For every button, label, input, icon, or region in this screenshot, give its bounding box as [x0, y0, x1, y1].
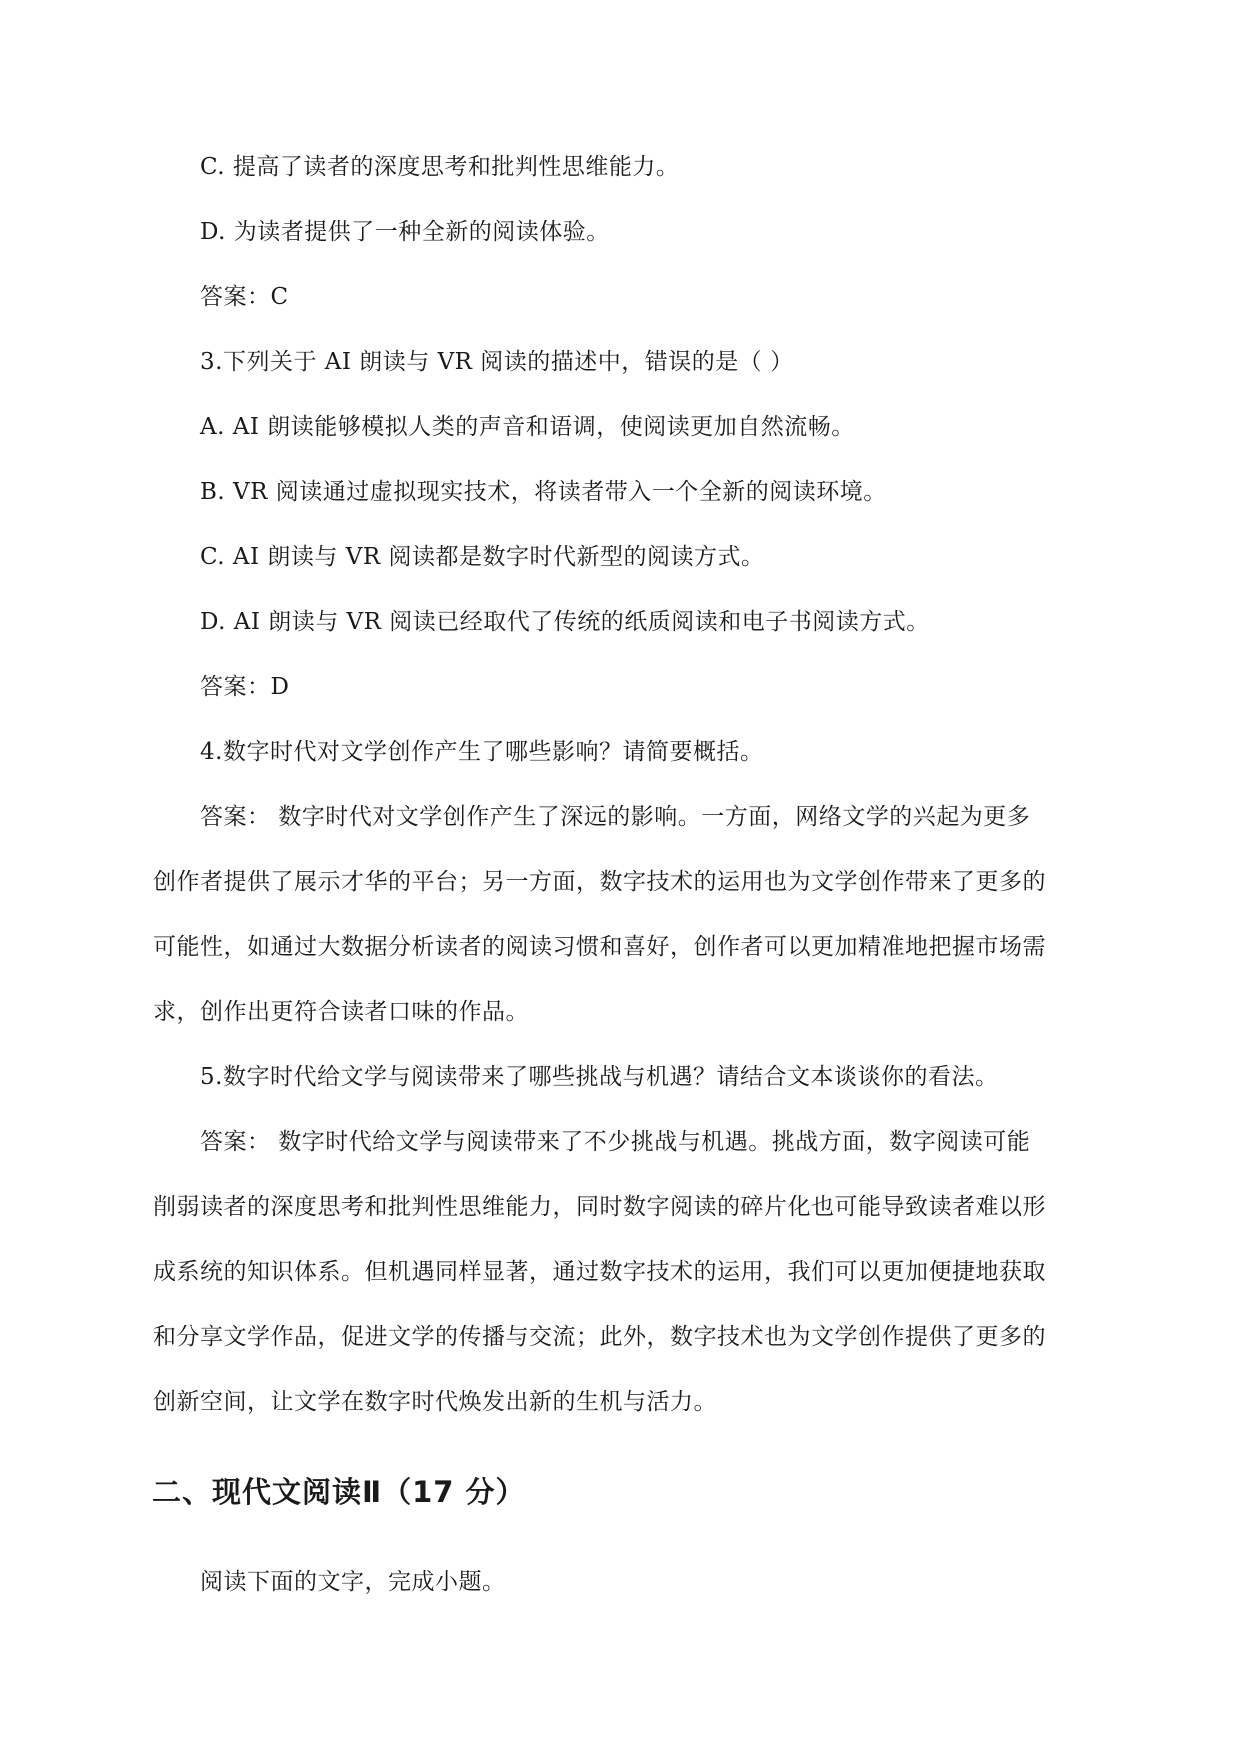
- q3-option-d: D. AI 朗读与 VR 阅读已经取代了传统的纸质阅读和电子书阅读方式。: [200, 609, 930, 635]
- section-2-heading: 二、现代文阅读Ⅱ（17 分）: [152, 1475, 526, 1509]
- section-2-instruction: 阅读下面的文字，完成小题。: [200, 1569, 506, 1595]
- q3-option-b: B. VR 阅读通过虚拟现实技术，将读者带入一个全新的阅读环境。: [200, 479, 887, 505]
- q4-answer-line-4: 求，创作出更符合读者口味的作品。: [153, 999, 529, 1025]
- q2-option-d: D. 为读者提供了一种全新的阅读体验。: [200, 219, 610, 245]
- q4-stem: 4.数字时代对文学创作产生了哪些影响？请简要概括。: [200, 739, 764, 765]
- q4-answer-line-1: 答案： 数字时代对文学创作产生了深远的影响。一方面，网络文学的兴起为更多: [200, 804, 1031, 830]
- q4-answer-line-3: 可能性，如通过大数据分析读者的阅读习惯和喜好，创作者可以更加精准地把握市场需: [153, 934, 1046, 960]
- q5-answer-line-2: 削弱读者的深度思考和批判性思维能力，同时数字阅读的碎片化也可能导致读者难以形: [153, 1194, 1046, 1220]
- q2-option-c: C. 提高了读者的深度思考和批判性思维能力。: [200, 154, 680, 180]
- q3-answer: 答案：D: [200, 674, 290, 700]
- q3-option-c: C. AI 朗读与 VR 阅读都是数字时代新型的阅读方式。: [200, 544, 765, 570]
- q2-answer: 答案：C: [200, 284, 289, 310]
- q5-answer-line-1: 答案： 数字时代给文学与阅读带来了不少挑战与机遇。挑战方面，数字阅读可能: [200, 1129, 1031, 1155]
- q3-option-a: A. AI 朗读能够模拟人类的声音和语调，使阅读更加自然流畅。: [200, 414, 855, 440]
- q3-stem: 3.下列关于 AI 朗读与 VR 阅读的描述中，错误的是（ ）: [200, 349, 794, 375]
- q5-answer-line-3: 成系统的知识体系。但机遇同样显著，通过数字技术的运用，我们可以更加便捷地获取: [153, 1259, 1046, 1285]
- q5-answer-line-4: 和分享文学作品，促进文学的传播与交流；此外，数字技术也为文学创作提供了更多的: [153, 1324, 1046, 1350]
- q5-stem: 5.数字时代给文学与阅读带来了哪些挑战与机遇？请结合文本谈谈你的看法。: [200, 1064, 999, 1090]
- q4-answer-line-2: 创作者提供了展示才华的平台；另一方面，数字技术的运用也为文学创作带来了更多的: [153, 869, 1046, 895]
- q5-answer-line-5: 创新空间，让文学在数字时代焕发出新的生机与活力。: [153, 1389, 717, 1415]
